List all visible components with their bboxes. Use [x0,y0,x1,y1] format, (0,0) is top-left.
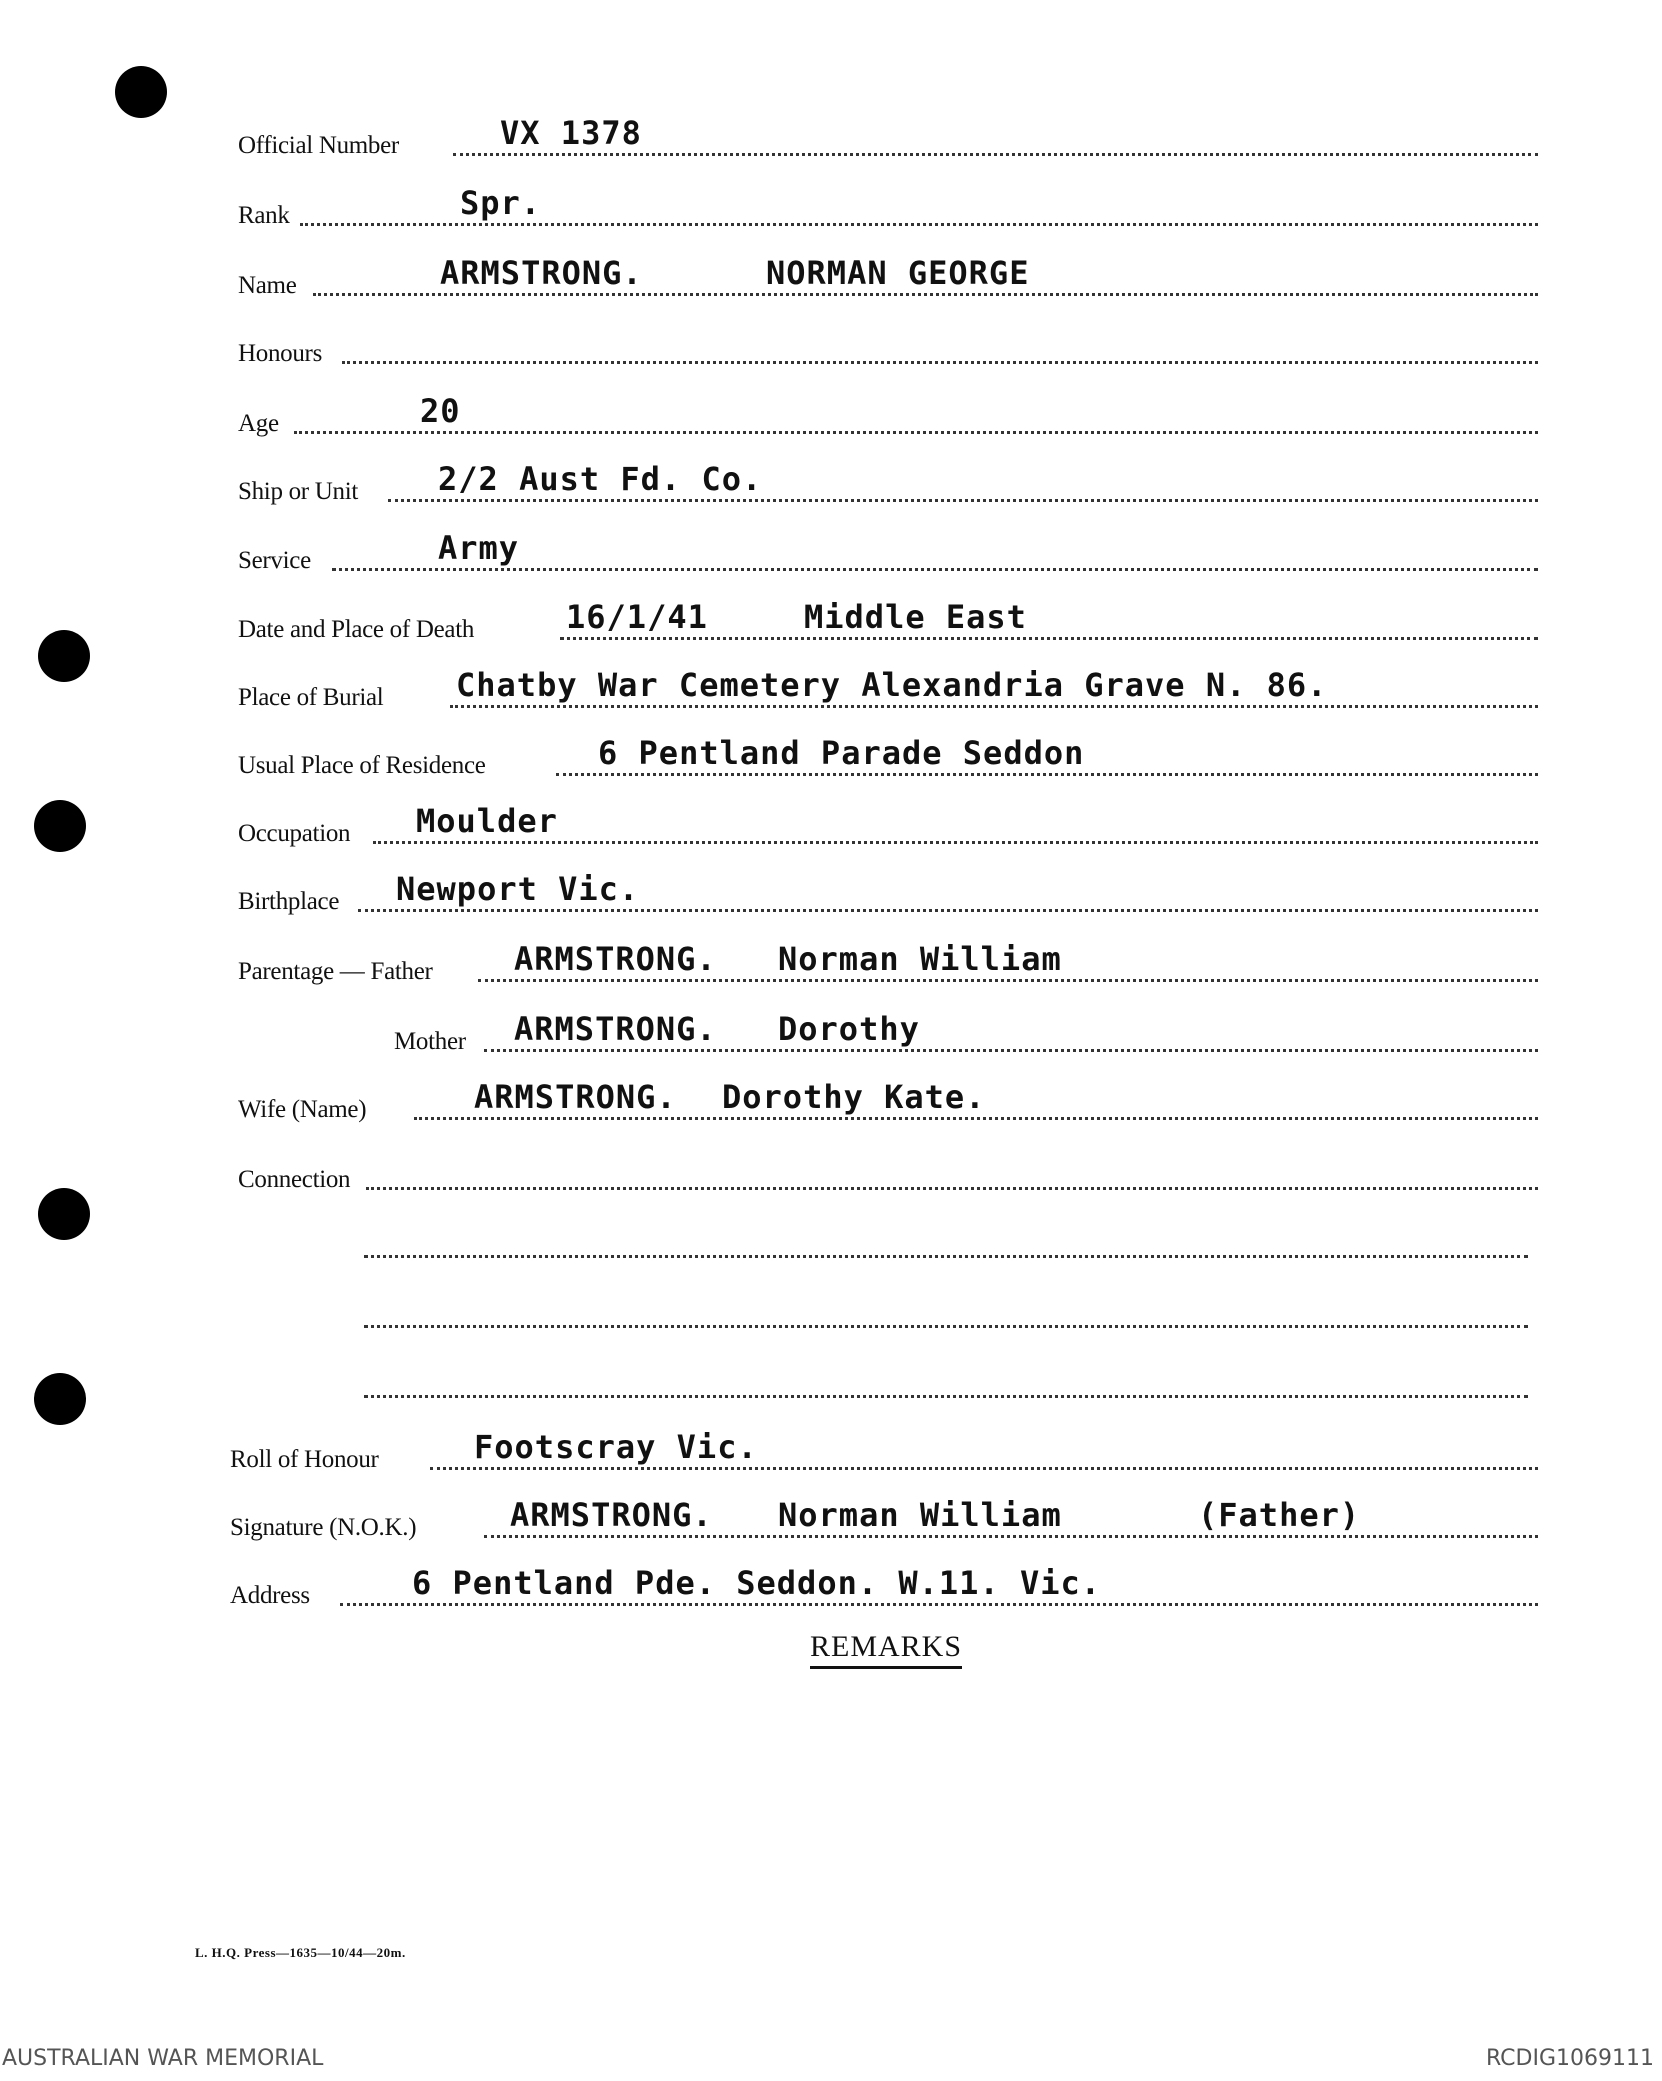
field-value: 2/2 Aust Fd. Co. [438,460,763,498]
dotted-line [313,293,1538,296]
field-age [238,378,1538,438]
field-label: Date and Place of Death [238,616,475,643]
field-label: Place of Burial [238,684,384,711]
field-value-given: NORMAN GEORGE [766,254,1030,292]
field-value: 20 [420,392,461,430]
field-connection-line-4 [238,1342,1538,1402]
dotted-line [430,1467,1538,1470]
field-label: Honours [238,340,323,367]
field-official-number [238,100,1538,160]
field-value-surname: ARMSTRONG. [474,1078,677,1116]
dotted-line [453,153,1538,156]
field-label: Age [238,410,279,437]
dotted-line [478,979,1538,982]
field-value-place: Middle East [804,598,1027,636]
field-connection-line-3 [238,1272,1538,1332]
dotted-line [450,705,1538,708]
field-value: 6 Pentland Pde. Seddon. W.11. Vic. [412,1564,1102,1602]
dotted-line [414,1117,1538,1120]
field-father [238,926,1538,986]
field-connection [238,1134,1538,1194]
dotted-line [560,637,1538,640]
punch-hole-1 [115,66,167,118]
field-connection-line-2 [238,1202,1538,1262]
field-label: Usual Place of Residence [238,752,486,779]
dotted-line [484,1049,1538,1052]
dotted-line [364,1325,1528,1328]
field-value: Army [438,529,520,567]
field-label: Service [238,547,311,574]
field-label: Name [238,272,297,299]
field-value: Footscray Vic. [474,1428,758,1466]
field-label: Occupation [238,820,351,847]
field-signature [230,1482,1538,1542]
field-value-given: Norman William [778,940,1062,978]
field-address [230,1550,1538,1610]
field-place-of-burial [238,652,1538,712]
field-service [238,515,1538,575]
field-label: Birthplace [238,888,340,915]
field-value-given: Dorothy [778,1010,920,1048]
field-label: Connection [238,1166,351,1193]
dotted-line [556,773,1538,776]
dotted-line [340,1603,1538,1606]
dotted-line [388,499,1538,502]
field-birthplace [238,856,1538,916]
punch-hole-2 [38,630,90,682]
dotted-line [300,223,1538,226]
field-value-relation: (Father) [1198,1496,1361,1534]
field-value-given: Dorothy Kate. [722,1078,986,1116]
field-value: Chatby War Cemetery Alexandria Grave N. 86. [456,666,1328,704]
field-label: Parentage — Father [238,958,433,985]
field-label: Roll of Honour [230,1446,379,1473]
field-label: Ship or Unit [238,478,359,505]
field-value-surname: ARMSTRONG. [514,940,717,978]
punch-hole-3 [34,800,86,852]
dotted-line [294,431,1538,434]
punch-hole-4 [38,1188,90,1240]
field-label: Signature (N.O.K.) [230,1514,417,1541]
dotted-line [366,1187,1538,1190]
field-value-surname: ARMSTRONG. [514,1010,717,1048]
field-value: 6 Pentland Parade Seddon [598,734,1085,772]
field-value-date: 16/1/41 [566,598,708,636]
dotted-line [373,841,1538,844]
field-label: Mother [394,1028,466,1055]
field-value-surname: ARMSTRONG. [440,254,643,292]
printer-imprint: L. H.Q. Press—1635—10/44—20m. [195,1945,406,1960]
field-wife [238,1064,1538,1124]
field-label: Wife (Name) [238,1096,367,1123]
dotted-line [342,361,1538,364]
field-label: Rank [238,202,290,229]
dotted-line [364,1395,1528,1398]
field-value-surname: ARMSTRONG. [510,1496,713,1534]
field-roll-of-honour [230,1414,1538,1474]
field-ship-or-unit [238,446,1538,506]
field-label: Official Number [238,132,399,159]
punch-hole-5 [34,1373,86,1425]
field-value-given: Norman William [778,1496,1062,1534]
archive-footer-right: RCDIG1069111 [1485,2046,1654,2071]
field-mother [238,996,1538,1056]
field-occupation [238,788,1538,848]
field-value: Newport Vic. [396,870,640,908]
dotted-line [332,568,1538,571]
field-value: Spr. [460,184,542,222]
field-value: Moulder [416,802,558,840]
field-residence [238,720,1538,780]
field-label: Address [230,1582,310,1609]
field-rank [238,170,1538,230]
archive-footer-left: AUSTRALIAN WAR MEMORIAL [2,2046,324,2071]
field-name [238,240,1538,300]
dotted-line [358,909,1538,912]
dotted-line [364,1255,1528,1258]
field-honours [238,308,1538,368]
remarks-heading: REMARKS [810,1630,962,1669]
field-value: VX 1378 [500,114,642,152]
dotted-line [484,1535,1538,1538]
field-death [238,584,1538,644]
